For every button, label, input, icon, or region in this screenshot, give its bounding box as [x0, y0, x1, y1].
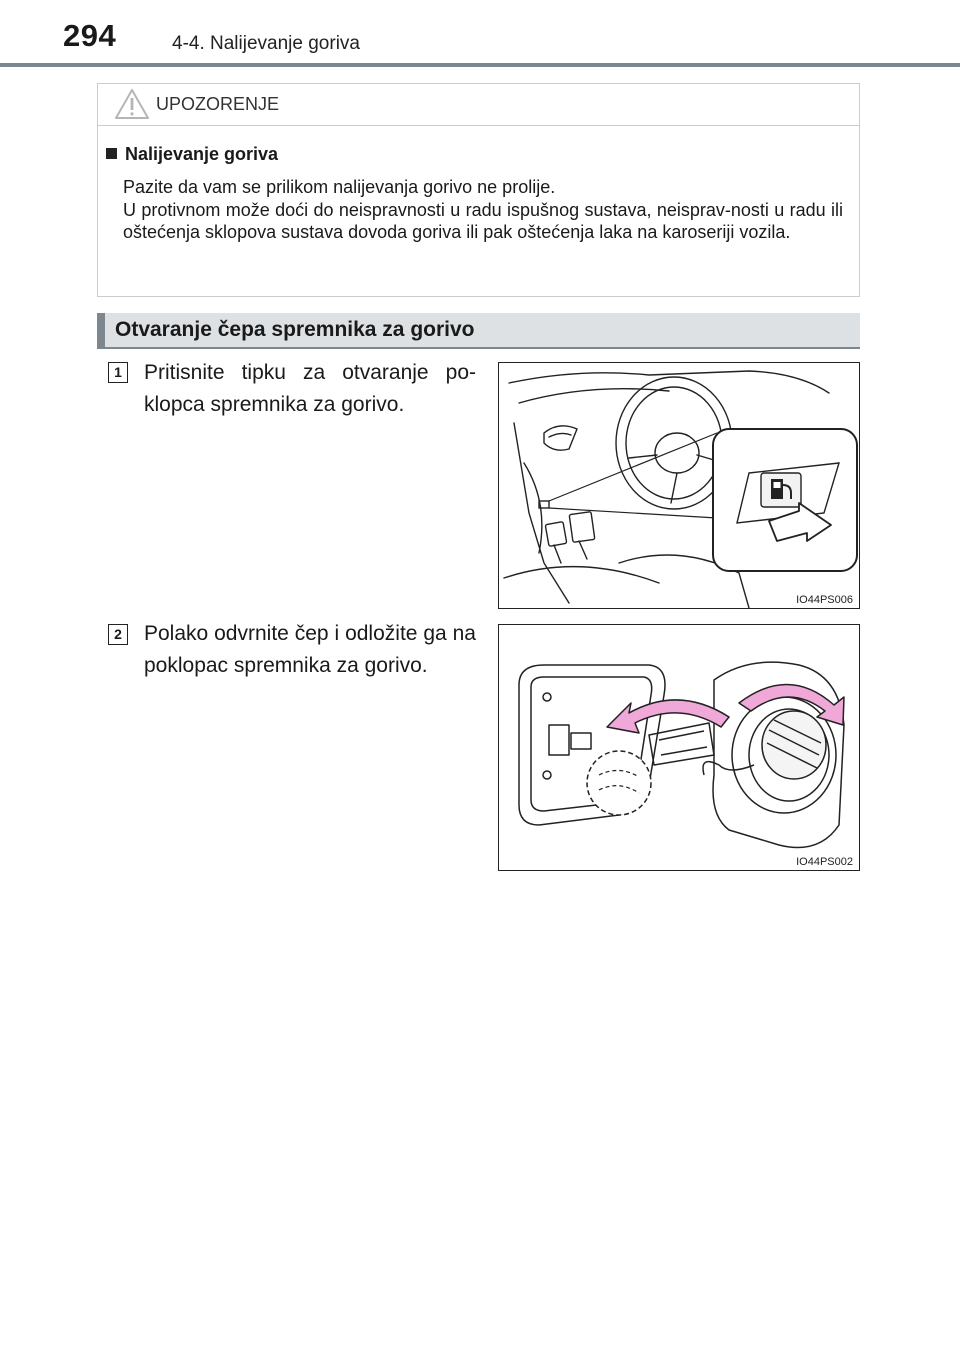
subheading-text: Otvaranje čepa spremnika za gorivo — [115, 318, 475, 341]
subheading-rule — [97, 347, 860, 349]
section-title: 4-4. Nalijevanje goriva — [172, 33, 360, 54]
dashboard-illustration — [499, 363, 859, 608]
header-rule — [0, 63, 960, 67]
step-number-2: 2 — [108, 624, 128, 645]
figure-code-2: IO44PS002 — [796, 856, 853, 868]
page-number: 294 — [63, 18, 117, 53]
warning-triangle-icon — [114, 88, 150, 125]
warning-title: UPOZORENJE — [156, 94, 280, 114]
subheading-bar — [97, 313, 860, 347]
warning-box — [97, 83, 860, 297]
warning-line-2: U protivnom može doći do neispravnosti u radu ispušnog sustava, neisprav-nosti u radu ili oštećenja sklopova sustava dovoda goriva ili pak oštećenja laka na karoseriji vozila. — [123, 199, 843, 242]
subheading-accent — [97, 313, 105, 347]
fuel-cap-illustration — [499, 625, 859, 870]
warning-body — [123, 176, 843, 244]
warning-header — [98, 84, 859, 126]
step-text-1: Pritisnite tipku za otvaranje po-klopca spremnika za gorivo. — [144, 361, 476, 416]
warning-subtitle — [106, 144, 278, 165]
warning-subtitle-text: Nalijevanje goriva — [125, 144, 279, 164]
warning-line-1: Pazite da vam se prilikom nalijevanja gorivo ne prolije. — [123, 177, 556, 197]
figure-code-1: IO44PS006 — [796, 594, 853, 606]
figure-fuel-cap — [498, 624, 860, 871]
step-number-1: 1 — [108, 362, 128, 383]
figure-fuel-door-button — [498, 362, 860, 609]
bullet-square-icon — [106, 148, 117, 159]
pink-arrow-left — [607, 700, 729, 733]
step-text-2: Polako odvrnite čep i odložite ga na poklopac spremnika za gorivo. — [144, 622, 476, 677]
